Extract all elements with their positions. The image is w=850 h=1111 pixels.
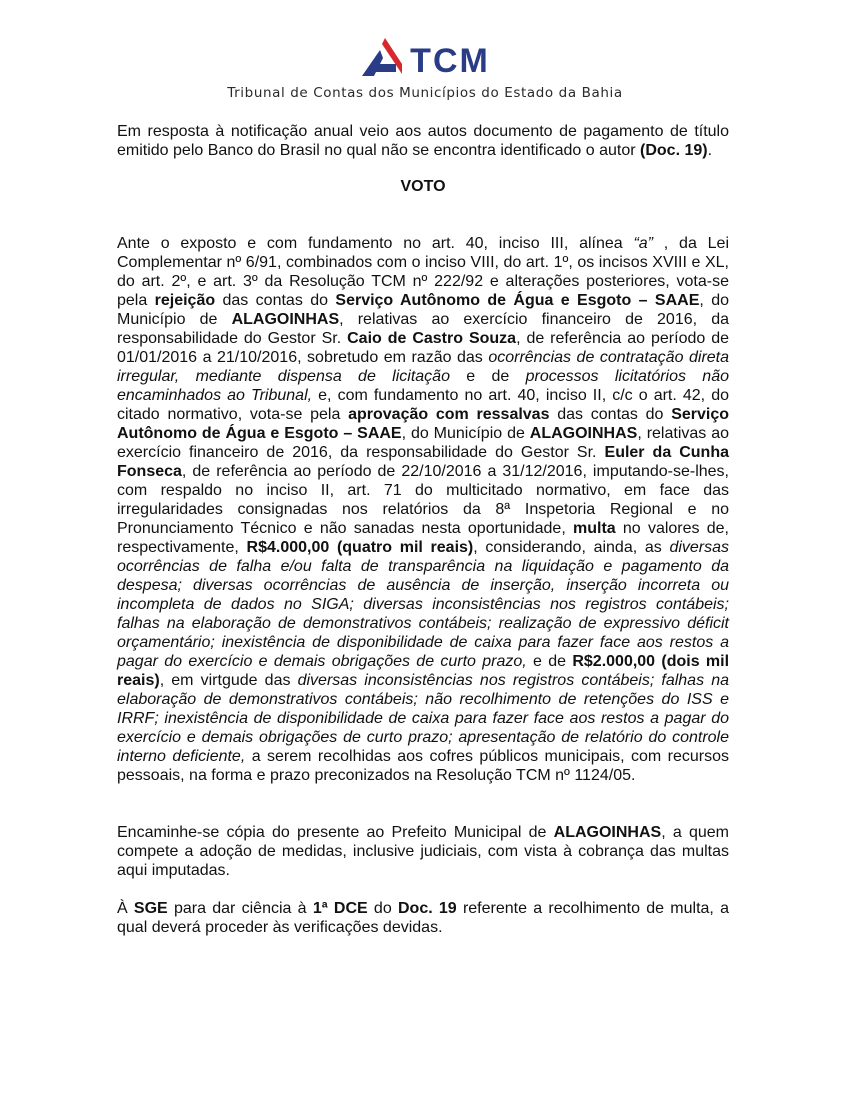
voto-text-run: “a”	[633, 235, 654, 252]
voto-text-run: e de	[526, 653, 573, 670]
sge-text-run: 1ª DCE	[312, 900, 368, 917]
sge-paragraph	[117, 899, 729, 937]
sge-text-run: do	[367, 900, 398, 917]
voto-text-run: processos licitatórios não encaminhados ao Tribunal,	[117, 368, 730, 404]
encaminhe-text-run: Encaminhe-se cópia do presente ao Prefeito Municipal de	[117, 824, 554, 841]
intro-paragraph	[117, 122, 729, 160]
sge-text-run: para dar ciência à	[167, 900, 313, 917]
voto-text-run: e, com fundamento no art. 40, inciso II, c/c o art. 42, do citado normativo, vota-se pela	[117, 387, 729, 423]
voto-paragraph	[117, 234, 729, 785]
intro-text: Em resposta à notificação anual veio aos autos documento de pagamento de título emitido pelo Banco do Brasil no qual não se encontra identificado o autor	[117, 123, 729, 159]
logo-text: TCM	[410, 42, 490, 80]
voto-text-run: ocorrências de contratação direta irregular, mediante dispensa de licitação	[117, 349, 730, 385]
tcm-logo-icon	[360, 34, 404, 78]
voto-text-run: diversas inconsistências nos registros contábeis; falhas na elaboração de demonstrativos contábeis; não recolhimento de retenções do ISS e IRRF; inexistência de disponibilidade de caixa para fazer face aos restos a pagar do exercício e demais obrigações de curto prazo; apresentação de relatório do controle interno deficiente,	[117, 672, 729, 765]
voto-text-run: R$4.000,00 (quatro mil reais)	[246, 539, 474, 556]
letterhead	[0, 30, 850, 101]
tcm-logo	[360, 30, 490, 78]
sge-text-run: SGE	[133, 900, 168, 917]
voto-text-run: multa	[573, 520, 616, 537]
document-body	[117, 122, 729, 937]
sge-text-run: referente a recolhimento de multa, a qual deverá proceder às verificações devidas.	[117, 900, 730, 936]
voto-text-run: , relativas ao exercício financeiro de 2016, da responsabilidade do Gestor Sr.	[117, 311, 730, 347]
voto-text-run: das contas do	[215, 292, 336, 309]
voto-text-run: Ante o exposto e com fundamento no art. 40, inciso III, alínea	[117, 235, 634, 252]
encaminhe-text-run: ALAGOINHAS	[553, 824, 662, 841]
voto-text-run: , do Município de	[401, 425, 530, 442]
doc-reference: (Doc. 19)	[640, 142, 708, 159]
voto-text-run: Caio de Castro Souza	[347, 330, 517, 347]
institution-name: Tribunal de Contas dos Municípios do Estado da Bahia	[227, 85, 623, 101]
section-heading: VOTO	[400, 178, 446, 195]
voto-text-run: , em virtgude das	[159, 672, 298, 689]
voto-text-run: rejeição	[154, 292, 216, 309]
voto-text-run: Euler da Cunha Fonseca	[117, 444, 730, 480]
voto-text-run: aprovação com ressalvas	[348, 406, 550, 423]
voto-text-run: R$2.000,00 (dois mil reais)	[117, 653, 730, 689]
voto-text-run: ALAGOINHAS	[231, 311, 340, 328]
voto-text-run: , de referência ao período de 01/01/2016 a 21/10/2016, sobretudo em razão das	[117, 330, 729, 366]
voto-text-run: das contas do	[549, 406, 672, 423]
voto-text-run: diversas ocorrências de falha e/ou falta de transparência na liquidação e pagamento da despesa; diversas ocorrências de ausência de inserção, inserção incorreta ou incompleta de dados no SIGA; diversas inconsistências nos registros contábeis; falhas na elaboração de demonstrativos contábeis; realização de expressivo déficit orçamentário; inexistência de disponibilidade de caixa para fazer face aos restos a pagar do exercício e demais obrigações de curto prazo,	[117, 539, 730, 670]
sge-text-run: À	[117, 900, 134, 917]
intro-end: .	[707, 142, 713, 159]
voto-text-run: Serviço Autônomo de Água e Esgoto – SAAE	[335, 292, 700, 309]
voto-text-run: no valores de, respectivamente,	[117, 520, 730, 556]
encaminhe-paragraph	[117, 823, 729, 880]
voto-text-run: , de referência ao período de 22/10/2016 a 31/12/2016, imputando-se-lhes, com respaldo no inciso II, art. 71 do multicitado normativo, em face das irregularidades consignadas nos relatórios da 8ª Inspetoria Regional e no Pronunciamento Técnico e não sanadas nesta oportunidade,	[117, 463, 729, 537]
sge-text-run: Doc. 19	[397, 900, 457, 917]
voto-text-run: , da Lei Complementar nº 6/91, combinados com o inciso VIII, do art. 1º, os incisos XVIII e XL, do art. 2º, e art. 3º da Resolução TCM nº 222/92 e alterações posteriores, vota-se pela	[117, 235, 729, 309]
voto-text-run: Serviço Autônomo de Água e Esgoto – SAAE	[117, 406, 730, 442]
voto-text-run: , considerando, ainda, as	[473, 539, 670, 556]
voto-text-run: , relativas ao exercício financeiro de 2016, da responsabilidade do Gestor Sr.	[117, 425, 729, 461]
voto-text-run: a serem recolhidas aos cofres públicos municipais, com recursos pessoais, na forma e prazo preconizados na Resolução TCM nº 1124/05.	[117, 748, 729, 784]
voto-text-run: , do Município de	[117, 292, 730, 328]
voto-text-run: e de	[449, 368, 526, 385]
voto-text-run: ALAGOINHAS	[529, 425, 638, 442]
encaminhe-text-run: , a quem compete a adoção de medidas, inclusive judiciais, com vista à cobrança das multas aqui imputadas.	[117, 824, 730, 879]
